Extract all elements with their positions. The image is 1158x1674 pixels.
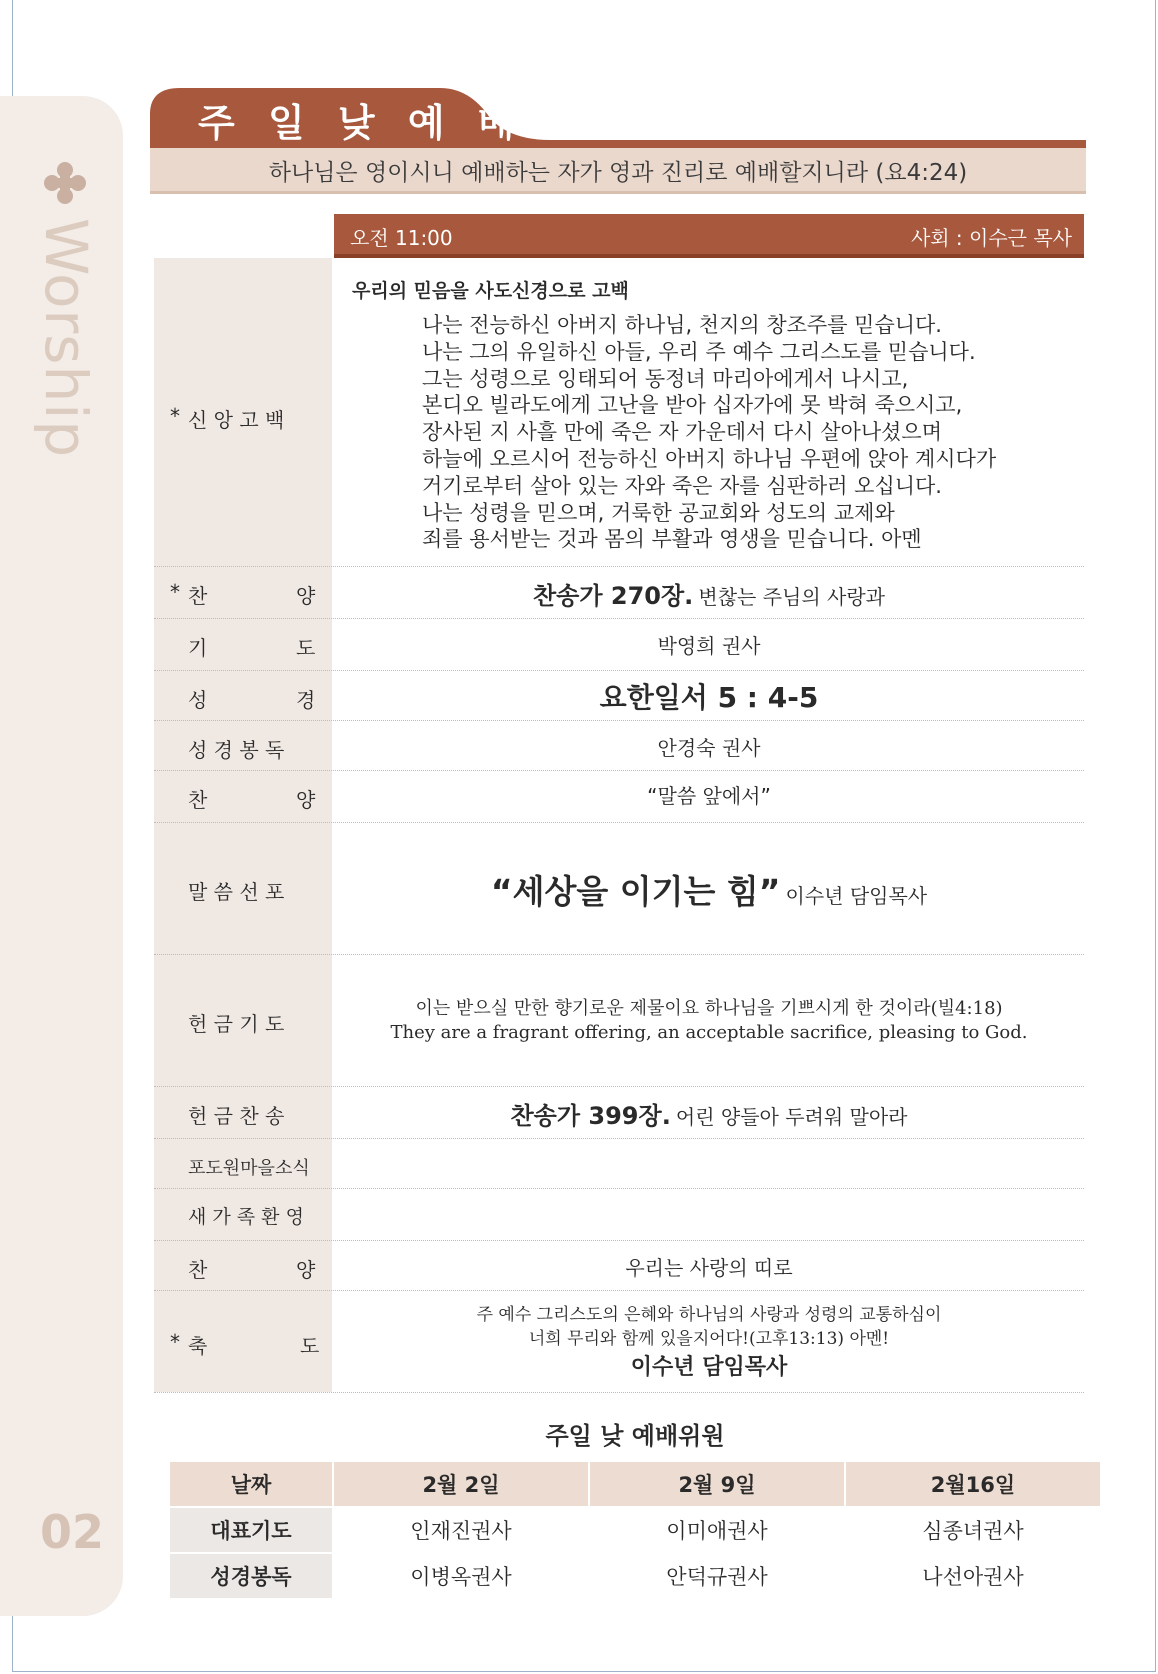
row-divider (154, 1086, 1084, 1087)
table-header-cell: 2월 9일 (590, 1462, 844, 1506)
creed-line: 하늘에 오르시어 전능하신 아버지 하나님 우편에 앉아 계시다가 (422, 446, 997, 471)
label-text: 찬 (188, 788, 208, 812)
label-text: 새 가 족 환 영 (188, 1206, 304, 1228)
row-divider (154, 954, 1084, 955)
label-text: 신 앙 고 백 (188, 408, 285, 432)
table-row-head: 성경봉독 (170, 1554, 332, 1598)
row-divider (154, 1290, 1084, 1291)
table-header-cell: 2월16일 (846, 1462, 1100, 1506)
table-cell: 이병옥권사 (334, 1554, 588, 1598)
row-divider (154, 822, 1084, 823)
table-cell: 이미애권사 (590, 1508, 844, 1552)
hymn-number: 찬송가 270장. (532, 582, 694, 610)
prayer-value: 박영희 권사 (657, 634, 761, 658)
table-cell: 안덕규권사 (590, 1554, 844, 1598)
creed-line: 본디오 빌라도에게 고난을 받아 십자가에 못 박혀 죽으시고, (422, 393, 963, 418)
reading-value: 안경숙 권사 (657, 736, 761, 760)
offering-verse-ko: 이는 받으실 만한 향기로운 제물이요 하나님을 기쁘시게 한 것이라(빌4:18) (415, 998, 1003, 1019)
required-mark: * (170, 404, 180, 428)
row-divider (154, 618, 1084, 619)
label-text: 헌 금 찬 송 (188, 1104, 285, 1128)
label-text: 양 (296, 788, 316, 812)
cross-icon (42, 160, 88, 206)
hymn-title: 변찮는 주님의 사랑과 (698, 585, 885, 609)
hymn-title: 어린 양들아 두려워 말아라 (675, 1105, 908, 1129)
sermon-value (334, 866, 1084, 913)
table-cell: 나선아권사 (846, 1554, 1100, 1598)
side-word: Worship (32, 218, 100, 459)
benediction-pastor: 이수년 담임목사 (630, 1355, 788, 1380)
creed-line: 나는 성령을 믿으며, 거룩한 공교회와 성도의 교제와 (422, 500, 895, 525)
creed-line: 나는 전능하신 아버지 하나님, 천지의 창조주를 믿습니다. (422, 313, 942, 337)
label-text: 포도원마을소식 (188, 1158, 310, 1179)
service-time: 오전 11:00 (350, 226, 453, 250)
committee-title: 주일 낮 예배위원 (545, 1422, 725, 1450)
label-text: 도 (296, 636, 316, 660)
theme-verse: 하나님은 영이시니 예배하는 자가 영과 진리로 예배할지니라 (요4:24) (268, 160, 968, 186)
creed-line: 장사된 지 사흘 만에 죽은 자 가운데서 다시 살아나셨으며 (422, 420, 942, 445)
offering-hymn-value (334, 1096, 1084, 1131)
table-cell: 심종녀권사 (846, 1508, 1100, 1552)
sermon-title: “세상을 이기는 힘” (490, 872, 781, 911)
row-divider (154, 566, 1084, 567)
table-header-row (170, 1462, 1100, 1506)
creed-heading: 우리의 믿음을 사도신경으로 고백 (352, 280, 629, 302)
row-divider (154, 1188, 1084, 1189)
benediction-line: 너희 무리와 함께 있을지어다!(고후13:13) 아멘! (528, 1329, 890, 1349)
label-text: 양 (296, 1258, 316, 1282)
anthem-value: “말씀 앞에서” (647, 784, 771, 808)
table-cell: 인재진권사 (334, 1508, 588, 1552)
label-text: 기 (188, 636, 208, 660)
creed-line: 죄를 용서받는 것과 몸의 부활과 영생을 믿습니다. 아멘 (422, 527, 922, 552)
offering-verse-en: They are a fragrant offering, an acceptable sacrifice, pleasing to God. (390, 1022, 1028, 1043)
label-text: 경 (296, 688, 316, 712)
hymn2-value: 우리는 사랑의 띠로 (625, 1256, 793, 1280)
hymn1-value (334, 576, 1084, 611)
table-header-cell: 2월 2일 (334, 1462, 588, 1506)
required-mark: * (170, 1330, 180, 1354)
label-text: 찬 (188, 584, 208, 608)
creed-line: 거기로부터 살아 있는 자와 죽은 자를 심판하러 오십니다. (422, 473, 942, 498)
row-divider (154, 1392, 1084, 1393)
row-divider (154, 1240, 1084, 1241)
label-text: 헌 금 기 도 (188, 1012, 285, 1036)
label-text: 도 (300, 1334, 320, 1358)
label-text: 성 경 봉 독 (188, 738, 285, 762)
row-divider (154, 1138, 1084, 1139)
creed-text (422, 312, 996, 553)
required-mark: * (170, 580, 180, 604)
row-divider (154, 770, 1084, 771)
table-row (170, 1508, 1100, 1552)
creed-line: 그는 성령으로 잉태되어 동정녀 마리아에게서 나시고, (422, 366, 909, 391)
label-text: 양 (296, 584, 316, 608)
row-divider (154, 720, 1084, 721)
committee-table (168, 1460, 1102, 1600)
label-text: 성 (188, 688, 208, 712)
table-row (170, 1554, 1100, 1598)
sermon-preacher: 이수년 담임목사 (785, 884, 928, 908)
label-text: 찬 (188, 1258, 208, 1282)
table-row-head: 대표기도 (170, 1508, 332, 1552)
label-text: 말 씀 선 포 (188, 880, 285, 904)
creed-line: 나는 그의 유일하신 아들, 우리 주 예수 그리스도를 믿습니다. (422, 339, 976, 364)
label-text: 축 (188, 1334, 208, 1358)
service-host: 사회 : 이수근 목사 (910, 226, 1072, 250)
hymn-number: 찬송가 399장. (510, 1102, 671, 1130)
page-title: 주 일 낮 예 배 (198, 101, 525, 145)
benediction-line: 주 예수 그리스도의 은혜와 하나님의 사랑과 성령의 교통하심이 (476, 1305, 942, 1325)
table-header-cell: 날짜 (170, 1462, 332, 1506)
scripture-value: 요한일서 5 : 4-5 (599, 681, 819, 714)
page-number: 02 (40, 1505, 105, 1559)
row-divider (154, 670, 1084, 671)
